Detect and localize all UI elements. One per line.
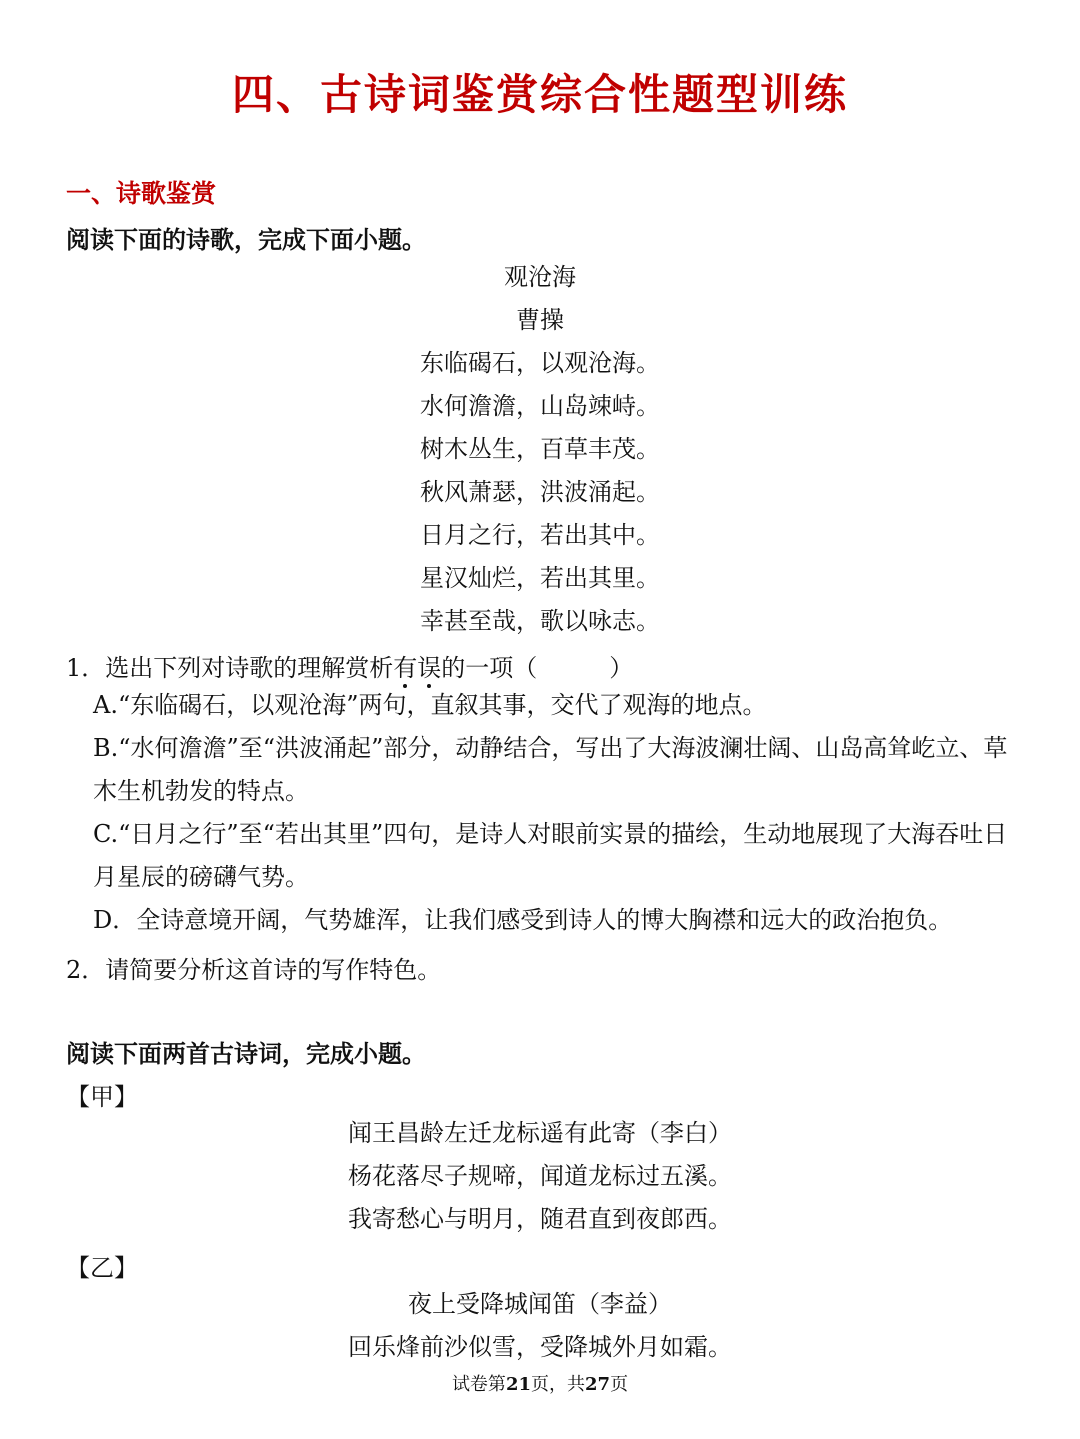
option-c: C.“日月之行”至“若出其里”四句，是诗人对眼前实景的描绘，生动地展现了大海吞吐日月星辰的磅礴气势。 — [93, 820, 1008, 891]
poem-line: 水何澹澹，山岛竦峙。 — [420, 392, 660, 420]
footer-text: 页，共 — [531, 1374, 585, 1395]
poem-line: 幸甚至哉，歌以咏志。 — [420, 607, 660, 635]
instruction-1: 阅读下面的诗歌，完成下面小题。 — [66, 225, 426, 254]
poem-line: 树木丛生，百草丰茂。 — [420, 435, 660, 463]
poem-line: 星汉灿烂，若出其里。 — [420, 564, 660, 592]
option-a: A.“东临碣石，以观沧海”两句，直叙其事，交代了观海的地点。 — [93, 691, 767, 719]
option-d: D．全诗意境开阔，气势雄浑，让我们感受到诗人的博大胸襟和远大的政治抱负。 — [93, 906, 953, 934]
poem-title: 观沧海 — [504, 263, 576, 291]
poem-jia — [0, 1112, 1080, 1241]
section-heading: 一、诗歌鉴赏 — [66, 179, 217, 208]
question-1 — [66, 648, 633, 683]
question-1-emphasis: 有 — [393, 654, 418, 682]
poem-line: 杨花落尽子规啼，闻道龙标过五溪。 — [348, 1162, 732, 1190]
page-footer — [0, 1370, 1080, 1396]
poem-line: 回乐烽前沙似雪，受降城外月如霜。 — [348, 1333, 732, 1361]
question-1-emphasis: 误 — [417, 654, 442, 682]
label-yi: 【乙】 — [66, 1254, 138, 1282]
question-2: 2．请简要分析这首诗的写作特色。 — [66, 956, 442, 984]
footer-text: 页 — [610, 1374, 629, 1395]
footer-page-number: 21 — [505, 1374, 531, 1395]
poem-author: 曹操 — [516, 306, 564, 334]
poem-guancanghai — [0, 256, 1080, 643]
footer-text: 试卷第 — [451, 1374, 506, 1395]
poem-line: 东临碣石，以观沧海。 — [420, 349, 660, 377]
option-b: B.“水何澹澹”至“洪波涌起”部分，动静结合，写出了大海波澜壮阔、山岛高耸屹立、草木生机勃发的特点。 — [93, 734, 1008, 805]
label-jia: 【甲】 — [66, 1083, 138, 1111]
footer-total-pages: 27 — [585, 1374, 611, 1395]
poem-line: 秋风萧瑟，洪波涌起。 — [420, 478, 660, 506]
instruction-2: 阅读下面两首古诗词，完成小题。 — [66, 1039, 426, 1068]
poem-line: 日月之行，若出其中。 — [420, 521, 660, 549]
poem-title: 夜上受降城闻笛（李益） — [408, 1290, 672, 1318]
poem-title: 闻王昌龄左迁龙标遥有此寄（李白） — [348, 1119, 732, 1147]
question-1-suffix: 的一项（ ） — [441, 654, 634, 682]
poem-yi — [0, 1283, 1080, 1369]
poem-line: 我寄愁心与明月，随君直到夜郎西。 — [348, 1205, 732, 1233]
question-1-prefix: 1．选出下列对诗歌的理解赏析 — [66, 654, 394, 682]
page-title: 四、古诗词鉴赏综合性题型训练 — [231, 70, 848, 119]
